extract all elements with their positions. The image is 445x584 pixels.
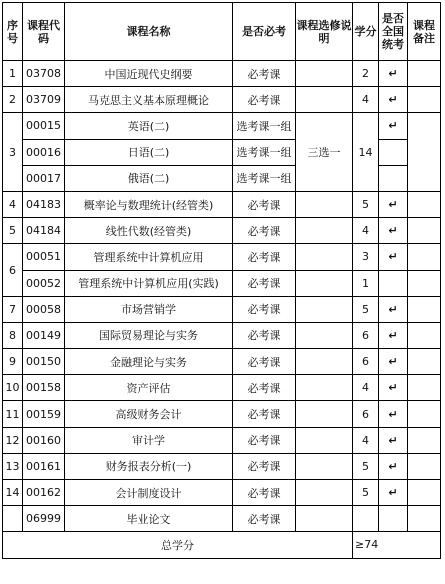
selection-cell (296, 296, 353, 322)
selection-cell (296, 375, 353, 401)
remark-cell (408, 191, 441, 217)
required-cell: 选考课一组 (233, 165, 296, 191)
table-row (3, 427, 441, 453)
credit-cell: 5 (353, 480, 379, 506)
header-name: 课程名称 (65, 3, 233, 61)
seq-cell: 9 (3, 349, 23, 375)
national-check: ↵ (379, 61, 408, 87)
name-cell: 概率论与数理统计(经管类) (65, 191, 233, 217)
selection-cell (296, 427, 353, 453)
remark-cell (408, 87, 441, 113)
required-cell: 必考课 (233, 191, 296, 217)
code-cell: 03709 (23, 87, 65, 113)
header-selection: 课程选修说明 (296, 3, 353, 61)
seq-cell (3, 506, 23, 532)
seq-cell: 3 (3, 113, 23, 192)
header-code: 课程代码 (23, 3, 65, 61)
seq-cell: 6 (3, 244, 23, 296)
required-cell: 必考课 (233, 453, 296, 479)
seq-cell: 10 (3, 375, 23, 401)
code-cell: 00017 (23, 165, 65, 191)
name-cell: 中国近现代史纲要 (65, 61, 233, 87)
credit-cell: 5 (353, 296, 379, 322)
required-cell: 必考课 (233, 375, 296, 401)
total-label: 总学分 (3, 532, 353, 558)
seq-cell: 5 (3, 218, 23, 244)
code-cell: 00016 (23, 139, 65, 165)
remark-cell (408, 349, 441, 375)
required-cell: 必考课 (233, 218, 296, 244)
remark-cell (408, 453, 441, 479)
header-national: 是否全国统考 (379, 3, 408, 61)
table-row (3, 401, 441, 427)
table-row (3, 61, 441, 87)
name-cell: 毕业论文 (65, 506, 233, 532)
national-check: ↵ (379, 480, 408, 506)
selection-cell (296, 191, 353, 217)
credit-cell: 6 (353, 322, 379, 348)
credit-cell: 4 (353, 427, 379, 453)
required-cell: 必考课 (233, 87, 296, 113)
code-cell: 06999 (23, 506, 65, 532)
code-cell: 00051 (23, 244, 65, 270)
table-row (3, 322, 441, 348)
selection-cell (296, 401, 353, 427)
national-check: ↵ (379, 375, 408, 401)
table-row (3, 270, 441, 296)
name-cell: 高级财务会计 (65, 401, 233, 427)
credit-cell: 4 (353, 218, 379, 244)
remark-cell (408, 506, 441, 532)
code-cell: 00058 (23, 296, 65, 322)
name-cell: 日语(二) (65, 139, 233, 165)
national-check: ↵ (379, 296, 408, 322)
table-row (3, 113, 441, 139)
national-check: ↵ (379, 453, 408, 479)
credit-cell (353, 506, 379, 532)
selection-cell (296, 244, 353, 270)
remark-cell (408, 244, 441, 270)
remark-cell (408, 113, 441, 192)
table-row (3, 218, 441, 244)
selection-cell (296, 61, 353, 87)
table-row (3, 296, 441, 322)
required-cell: 必考课 (233, 506, 296, 532)
seq-cell: 4 (3, 191, 23, 217)
selection-cell (296, 480, 353, 506)
table-row (3, 480, 441, 506)
required-cell: 必考课 (233, 427, 296, 453)
credit-cell: 6 (353, 401, 379, 427)
national-check: ↵ (379, 427, 408, 453)
code-cell: 04183 (23, 191, 65, 217)
name-cell: 管理系统中计算机应用(实践) (65, 270, 233, 296)
name-cell: 市场营销学 (65, 296, 233, 322)
remark-cell (408, 427, 441, 453)
required-cell: 必考课 (233, 270, 296, 296)
name-cell: 线性代数(经管类) (65, 218, 233, 244)
credit-cell: 6 (353, 349, 379, 375)
seq-cell: 11 (3, 401, 23, 427)
credit-cell: 4 (353, 87, 379, 113)
national-check: ↵ (379, 113, 408, 139)
national-check (379, 506, 408, 532)
name-cell: 审计学 (65, 427, 233, 453)
credit-cell: 14 (353, 113, 379, 192)
remark-cell (408, 322, 441, 348)
national-check: ↵ (379, 401, 408, 427)
national-check: ↵ (379, 322, 408, 348)
code-cell: 00158 (23, 375, 65, 401)
name-cell: 金融理论与实务 (65, 349, 233, 375)
selection-cell (296, 322, 353, 348)
remark-cell (408, 61, 441, 87)
code-cell: 03708 (23, 61, 65, 87)
required-cell: 选考课一组 (233, 113, 296, 139)
seq-cell: 8 (3, 322, 23, 348)
name-cell: 资产评估 (65, 375, 233, 401)
national-check: ↵ (379, 218, 408, 244)
name-cell: 英语(二) (65, 113, 233, 139)
code-cell: 00162 (23, 480, 65, 506)
national-check: ↵ (379, 87, 408, 113)
remark-cell (408, 375, 441, 401)
remark-cell (408, 218, 441, 244)
selection-cell (296, 270, 353, 296)
national-check: ↵ (379, 244, 408, 270)
header-seq: 序号 (3, 3, 23, 61)
table-row (3, 191, 441, 217)
total-row (3, 532, 441, 558)
code-cell: 00149 (23, 322, 65, 348)
required-cell: 必考课 (233, 322, 296, 348)
required-cell: 必考课 (233, 61, 296, 87)
selection-cell (296, 506, 353, 532)
credit-cell: 5 (353, 453, 379, 479)
curriculum-table (2, 2, 441, 559)
national-check (379, 165, 408, 191)
header-credit: 学分 (353, 3, 379, 61)
name-cell: 俄语(二) (65, 165, 233, 191)
table-row (3, 506, 441, 532)
selection-cell (296, 87, 353, 113)
seq-cell: 13 (3, 453, 23, 479)
code-cell: 00052 (23, 270, 65, 296)
selection-cell: 三选一 (296, 113, 353, 192)
seq-cell: 12 (3, 427, 23, 453)
seq-cell: 1 (3, 61, 23, 87)
remark-cell (408, 401, 441, 427)
required-cell: 必考课 (233, 480, 296, 506)
credit-cell: 4 (353, 375, 379, 401)
required-cell: 选考课一组 (233, 139, 296, 165)
header-required: 是否必考 (233, 3, 296, 61)
header-remark: 课程备注 (408, 3, 441, 61)
table-row (3, 375, 441, 401)
selection-cell (296, 349, 353, 375)
code-cell: 00150 (23, 349, 65, 375)
seq-cell: 2 (3, 87, 23, 113)
credit-cell: 2 (353, 61, 379, 87)
credit-cell: 3 (353, 244, 379, 270)
national-check (379, 139, 408, 165)
selection-cell (296, 218, 353, 244)
code-cell: 00159 (23, 401, 65, 427)
name-cell: 会计制度设计 (65, 480, 233, 506)
code-cell: 00015 (23, 113, 65, 139)
selection-cell (296, 453, 353, 479)
required-cell: 必考课 (233, 401, 296, 427)
name-cell: 马克思主义基本原理概论 (65, 87, 233, 113)
name-cell: 管理系统中计算机应用 (65, 244, 233, 270)
name-cell: 财务报表分析(一) (65, 453, 233, 479)
table-row (3, 244, 441, 270)
remark-cell (408, 296, 441, 322)
table-row (3, 87, 441, 113)
curriculum-table-wrapper (2, 2, 441, 559)
national-check: ↵ (379, 349, 408, 375)
table-row (3, 349, 441, 375)
header-row (3, 3, 441, 61)
required-cell: 必考课 (233, 349, 296, 375)
required-cell: 必考课 (233, 244, 296, 270)
total-credits: ≥74 (353, 532, 441, 558)
required-cell: 必考课 (233, 296, 296, 322)
seq-cell: 7 (3, 296, 23, 322)
code-cell: 00161 (23, 453, 65, 479)
national-check: ↵ (379, 191, 408, 217)
seq-cell: 14 (3, 480, 23, 506)
credit-cell: 5 (353, 191, 379, 217)
code-cell: 04184 (23, 218, 65, 244)
name-cell: 国际贸易理论与实务 (65, 322, 233, 348)
remark-cell (408, 480, 441, 506)
table-row (3, 453, 441, 479)
credit-cell: 1 (353, 270, 379, 296)
national-check (379, 270, 408, 296)
code-cell: 00160 (23, 427, 65, 453)
remark-cell (408, 270, 441, 296)
